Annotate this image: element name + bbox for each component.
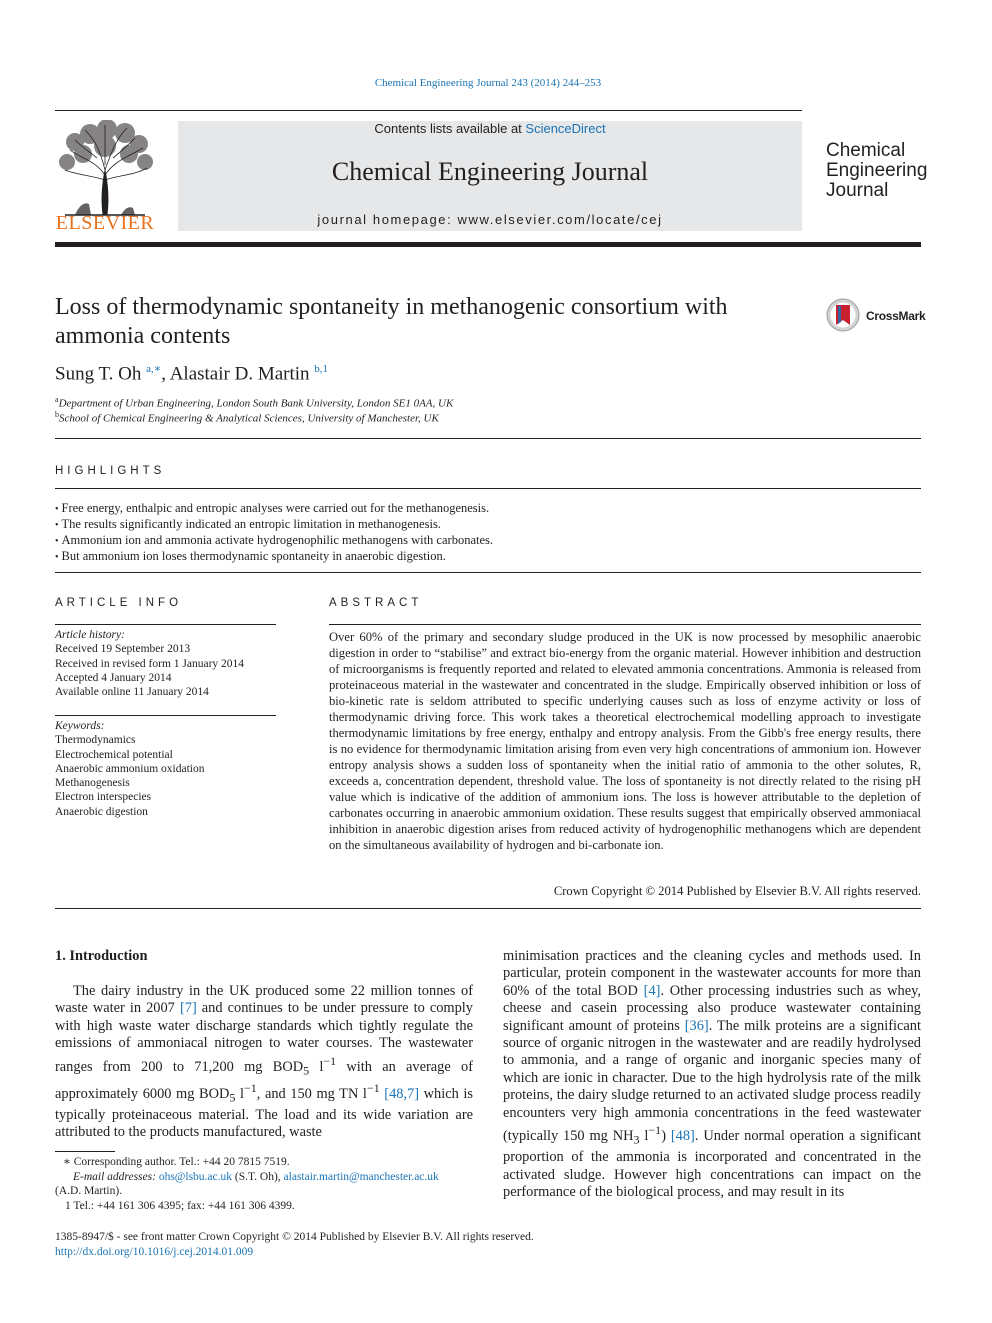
keywords: [55, 719, 204, 819]
keyword-item: Electron interspecies: [55, 791, 152, 804]
author-name[interactable]: Alastair D. Martin: [169, 363, 310, 385]
section-heading-introduction: 1. Introduction: [55, 948, 148, 964]
article-info-heading: ARTICLE INFO: [55, 597, 183, 609]
author-affil-mark[interactable]: b,1: [314, 363, 329, 375]
email-label: E-mail addresses:: [73, 1170, 159, 1183]
keyword-item: Thermodynamics: [55, 734, 136, 747]
cover-line-1: Chemical: [826, 140, 906, 161]
abstract-text: Over 60% of the primary and secondary sludge produced in the UK is now processed by mesophilic anaerobic digestion in order to “stabilise” and extract bio-energy from the organic material. However inhibition and destruction of microorganisms is frequently reported and related to elevated ammonia concentrations. Ammonia is released from proteinaceous material in the wastewater and concentrated in the sludge. Empirically observed inhibition or loss of bio-kinetic rate is seldom attributed to specific underlying causes such as loss of enzyme activity or loss of thermodynamic driving force. This work takes a theoretical electrochemical modelling approach to investigate thermodynamic limitations by free energy, enthalpy and entropy analysis. From the Gibb's free energy results, there is no evidence for thermodynamic limitation arising from even very high concentrations of ammonium ion. However entropy analysis shows a sudden loss of spontaneity when the initial ratio of ammonia to the other solutes, R, exceeds a, concentration dependent, threshold value. The loss of spontaneity is not directly related to the rising pH value which is indicative of the addition of ammonium ions. The loss is however attributable to the depletion of carbonates occurring in anaerobic ammonium oxidation. These results suggest that empirically observed ammoniacal inhibition in anaerobic digestion arises from reduced activity of hydrogenophilic methanogens which are dependent on the simultaneous availability of hydrogen and bi-carbonate ion.: [329, 630, 921, 852]
highlight-item: • The results significantly indicated an entropic limitation in methanogenesis.: [55, 516, 493, 532]
affil-rule: [55, 438, 921, 439]
keywords-rule: [55, 715, 276, 716]
keyword-item: Electrochemical potential: [55, 748, 173, 761]
keyword-item: Methanogenesis: [55, 777, 130, 790]
footnote-rule: [55, 1151, 115, 1152]
email-note: E-mail addresses: ohs@lsbu.ac.uk (S.T. Oh), alastair.martin@manchester.ac.uk: [73, 1170, 439, 1183]
reference-link[interactable]: [7]: [179, 1000, 197, 1017]
abstract-copyright: Crown Copyright © 2014 Published by Elsevier B.V. All rights reserved.: [553, 884, 921, 898]
email-link-oh[interactable]: ohs@lsbu.ac.uk: [158, 1170, 233, 1183]
highlights-rule-top: [55, 488, 921, 489]
affil-text: Department of Urban Engineering, London South Bank University, London SE1 0AA, UK: [58, 397, 454, 410]
author-name[interactable]: Sung T. Oh: [55, 363, 142, 385]
history-item: Received in revised form 1 January 2014: [55, 657, 245, 670]
cover-line-3: Journal: [826, 180, 889, 201]
body-paragraph: minimisation practices and the cleaning cycles and methods used. In particular, protein component in the wastewater accounts for more than 60% of the total BOD [4]. Other processing industries such as whey, cheese and casein processing also produce wastewater containing significant amount of proteins [36]. The milk proteins are a significant source of organic nitrogen in the wastewater and are readily hydrolysed to ammonia, and a range of organic and inorganic species many of which are ionic in character. Due to the high hydrolysis rate of the milk proteins, the dairy sludge returned to an activated sludge process readily encounters very high ammonia concentrations in the feed wastewater (typically 150 mg $NH_3$ $l^{-1}$) [48]. Under normal operation a significant proportion of the ammonia is incorporated and concentrated in the activated sludge. However high concentrations can impact on the performance of the biological process, and may result in its: [503, 948, 921, 1200]
reference-link[interactable]: [4]: [643, 982, 661, 999]
email-link-martin[interactable]: alastair.martin@manchester.ac.uk: [283, 1170, 439, 1183]
affil-mark: a: [55, 395, 59, 404]
homepage-prefix: journal homepage:: [317, 212, 458, 227]
body-paragraph: The dairy industry in the UK produced some 22 million tonnes of waste water in 2007 [7] and continues to be under pressure to comply with high waste water discharge standards which tightly regulate the emissions of ammoniacal nitrogen to water courses. The wastewater ranges from 200 to 71,200 mg $BOD_5$ $l^{-1}$ with an average of approximately 6000 mg $BOD_5$ $l^{-1}$, and 150 mg TN $l^{-1}$ [48,7] which is typically proteinaceous material. The load and its wide variation are attributed to the products manufactured, waste: [55, 983, 474, 1141]
abstract-heading: ABSTRACT: [329, 597, 423, 609]
history-label: Article history:: [55, 629, 125, 641]
highlight-item: • But ammonium ion loses thermodynamic spontaneity in anaerobic digestion.: [55, 548, 493, 564]
doi-link[interactable]: http://dx.doi.org/10.1016/j.cej.2014.01.009: [55, 1245, 254, 1258]
issn-line: 1385-8947/$ - see front matter Crown Copyright © 2014 Published by Elsevier B.V. All rights reserved.: [55, 1231, 534, 1243]
corresponding-author-note: ∗ Corresponding author. Tel.: +44 20 7815 7519.: [63, 1156, 290, 1168]
journal-title: Chemical Engineering Journal: [331, 157, 649, 186]
author-affil-mark[interactable]: a,∗: [146, 363, 162, 375]
keyword-item: Anaerobic digestion: [55, 805, 148, 818]
body-left-column: [55, 983, 473, 1142]
body-right-column: [503, 948, 921, 1201]
affiliation-b: [55, 410, 439, 425]
reference-link[interactable]: [48]: [670, 1127, 695, 1144]
abstract-bottom-rule: [55, 908, 921, 909]
highlight-item: • Free energy, enthalpic and entropic analyses were carried out for the methanogenesis.: [55, 500, 493, 516]
journal-citation-link[interactable]: Chemical Engineering Journal 243 (2014) 244–253: [374, 77, 602, 89]
email-note-cont: (A.D. Martin).: [55, 1185, 123, 1198]
contents-prefix: Contents lists available at: [374, 121, 526, 136]
history-item: Accepted 4 January 2014: [55, 671, 172, 684]
highlights-heading: HIGHLIGHTS: [55, 465, 166, 477]
author-list: [55, 362, 328, 385]
affil-text: School of Chemical Engineering & Analytical Sciences, University of Manchester, UK: [59, 412, 439, 425]
highlights-list: [55, 500, 493, 564]
paper-title: Loss of thermodynamic spontaneity in methanogenic consortium with ammonia contents: [55, 294, 728, 349]
article-info-rule: [55, 624, 276, 625]
journal-cover-logo: [826, 141, 927, 201]
elsevier-wordmark: ELSEVIER: [55, 212, 155, 234]
front-matter-meta: [55, 1230, 534, 1259]
abstract-rule: [329, 624, 921, 625]
affil-mark: b: [55, 410, 59, 419]
highlight-item: • Ammonium ion and ammonia activate hydrogenophilic methanogens with carbonates.: [55, 532, 493, 548]
history-item: Available online 11 January 2014: [55, 686, 209, 699]
crossmark-label[interactable]: CrossMark: [866, 309, 926, 323]
history-item: Received 19 September 2013: [55, 643, 191, 656]
reference-link[interactable]: [36]: [684, 1017, 709, 1034]
sciencedirect-link[interactable]: ScienceDirect: [525, 121, 606, 136]
author-tel-note: 1 Tel.: +44 161 306 4395; fax: +44 161 306 4399.: [65, 1200, 295, 1213]
contents-availability: [178, 121, 802, 136]
article-history: [55, 628, 244, 699]
keyword-item: Anaerobic ammonium oxidation: [55, 762, 205, 775]
header-rule: [55, 110, 802, 111]
reference-link[interactable]: [48,7]: [384, 1085, 420, 1102]
homepage-url-link[interactable]: www.elsevier.com/locate/cej: [457, 212, 663, 227]
affiliation-a: [55, 395, 453, 410]
footnotes: [55, 1155, 473, 1214]
highlights-rule-bottom: [55, 572, 921, 573]
cover-line-2: Engineering: [826, 160, 928, 181]
keywords-label: Keywords:: [55, 720, 105, 732]
header-thick-rule: [55, 242, 921, 247]
journal-homepage: [178, 212, 802, 227]
author-separator: ,: [161, 363, 170, 385]
